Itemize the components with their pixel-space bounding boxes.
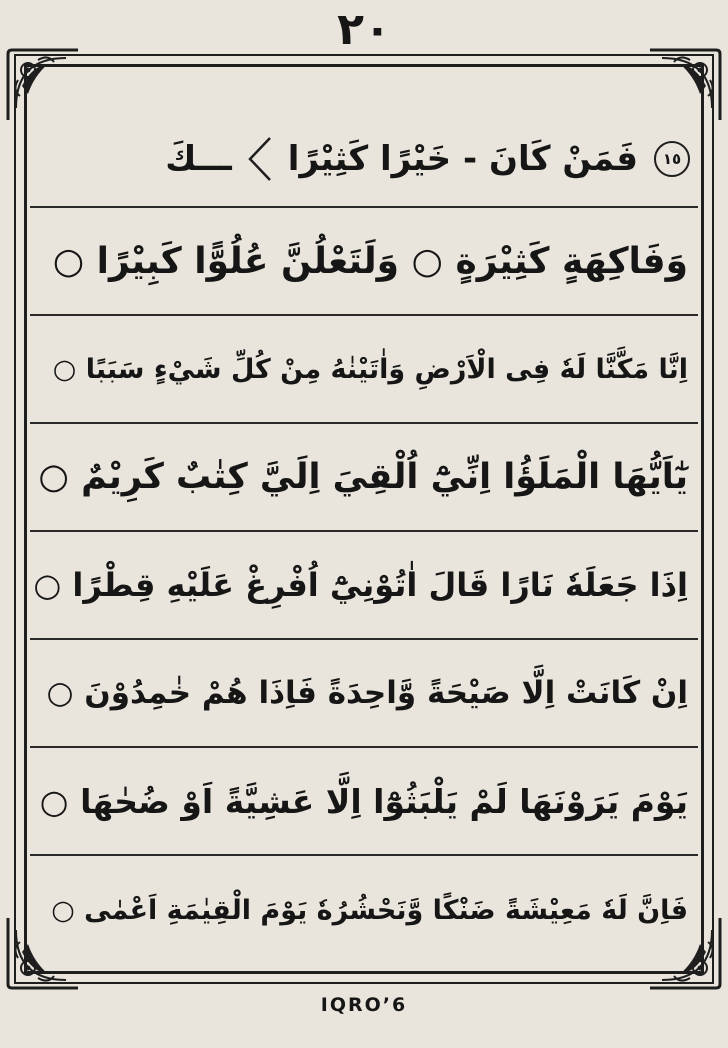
page-number: ٢٠ xyxy=(337,4,391,55)
verse-line xyxy=(30,424,698,532)
lesson-content xyxy=(30,112,698,964)
verse-text: اِنْ كَانَتْ اِلَّا صَيْحَةً وَّاحِدَةً فَاِذَا هُمْ خٰمِدُوْنَ ○ xyxy=(46,675,688,711)
lesson-number-badge: ١٥ xyxy=(654,141,690,177)
verse-line xyxy=(30,316,698,424)
lesson-examples: فَمَنْ كَانَ - خَيْرًا كَثِيْرًا xyxy=(287,139,638,179)
verse-line xyxy=(30,532,698,640)
verse-line xyxy=(30,856,698,964)
verse-text: يٰٓاَيُّهَا الْمَلَؤُا اِنِّيْٓ اُلْقِيَ اِلَيَّ كِتٰبٌ كَرِيْمٌ ○ xyxy=(38,457,688,497)
lesson-pattern: ـــكَ xyxy=(165,139,232,179)
verse-text: اِنَّا مَكَّنَّا لَهٗ فِى الْاَرْضِ وَاٰتَيْنٰهُ مِنْ كُلِّ شَيْءٍ سَبَبًا ○ xyxy=(52,353,688,385)
lesson-header xyxy=(30,112,698,208)
footer-label: IQRO’6 xyxy=(320,994,408,1016)
chevron-left-icon xyxy=(246,134,274,184)
verse-text: فَاِنَّ لَهٗ مَعِيْشَةً ضَنْكًا وَّنَحْشُرُهٗ يَوْمَ الْقِيٰمَةِ اَعْمٰى ○ xyxy=(51,894,688,926)
verse-line xyxy=(30,748,698,856)
verse-line xyxy=(30,640,698,748)
verse-text: وَفَاكِهَةٍ كَثِيْرَةٍ ○ وَلَتَعْلُنَّ عُلُوًّا كَبِيْرًا ○ xyxy=(52,240,688,282)
verse-text: يَوْمَ يَرَوْنَهَا لَمْ يَلْبَثُوْٓا اِلَّا عَشِيَّةً اَوْ ضُحٰهَا ○ xyxy=(39,781,688,821)
verse-line xyxy=(30,208,698,316)
verse-text: اِذَا جَعَلَهٗ نَارًا قَالَ اٰتُوْنِيْٓ اُفْرِغْ عَلَيْهِ قِطْرًا ○ xyxy=(33,566,688,604)
